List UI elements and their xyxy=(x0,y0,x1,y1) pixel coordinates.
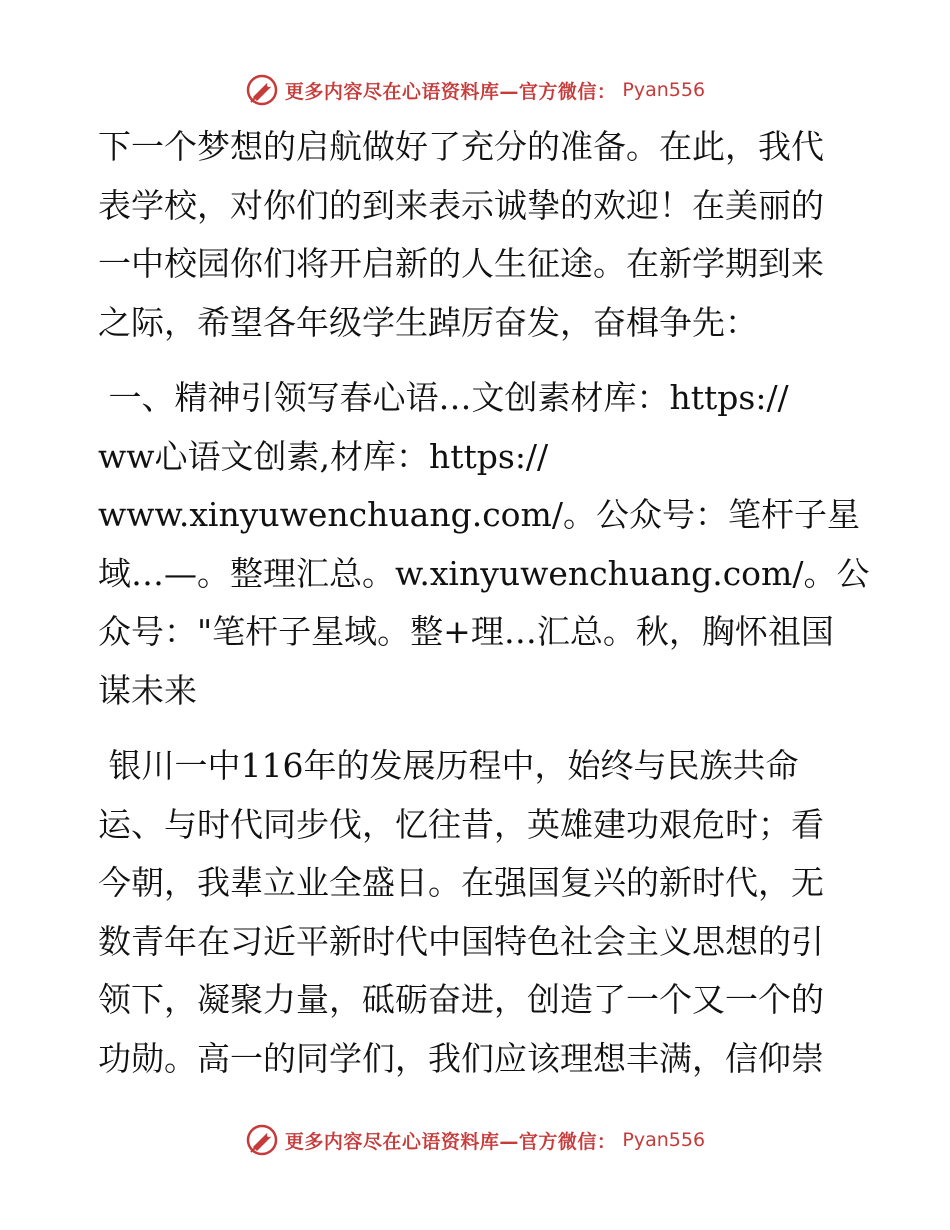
paragraph xyxy=(98,118,858,352)
paragraph xyxy=(98,369,870,720)
text-line: 功勋。高一的同学们，我们应该理想丰满，信仰崇 xyxy=(98,1038,824,1078)
header-banner-text: 更多内容尽在心语资料库—官方微信： xyxy=(284,80,617,103)
text-line: 银川一中116年的发展历程中，始终与民族共命 xyxy=(98,746,799,785)
text-line: 领下，凝聚力量，砥砺奋进，创造了一个又一个的 xyxy=(98,980,824,1019)
text-line: 众号："笔杆子星域。整+理…汇总。秋，胸怀祖国 xyxy=(98,612,834,651)
header-banner xyxy=(0,70,950,110)
footer-banner-text: 更多内容尽在心语资料库—官方微信： xyxy=(284,1130,617,1153)
text-line: 运、与时代同步伐，忆往昔，英雄建功艰危时；看 xyxy=(98,804,824,844)
paragraph xyxy=(98,737,858,1088)
text-line: 一中校园你们将开启新的人生征途。在新学期到来 xyxy=(98,244,824,283)
text-line: 谋未来 xyxy=(98,670,197,710)
text-line: ww心语文创素,材库：https:// xyxy=(98,436,549,476)
text-line: 下一个梦想的启航做好了充分的准备。在此，我代 xyxy=(98,127,824,166)
text-line: 一、精神引领写春心语…文创素材库：https:// xyxy=(98,378,789,417)
text-line: www.xinyuwenchuang.com/。公众号：笔杆子星 xyxy=(98,495,860,534)
pen-logo-icon xyxy=(245,1123,279,1157)
text-line: 之际，希望各年级学生踔厉奋发，奋楫争先： xyxy=(98,302,758,342)
footer-wechat-id: Pyan556 xyxy=(622,1129,706,1151)
text-line: 域…—。整理汇总。w.xinyuwenchuang.com/。公 xyxy=(98,553,870,593)
text-line: 表学校，对你们的到来表示诚挚的欢迎！在美丽的 xyxy=(98,185,824,225)
document-body xyxy=(98,118,870,1105)
text-line: 数青年在习近平新时代中国特色社会主义思想的引 xyxy=(98,921,824,961)
pen-logo-icon xyxy=(245,73,279,107)
header-wechat-id: Pyan556 xyxy=(622,79,706,101)
footer-banner xyxy=(0,1120,950,1160)
text-line: 今朝，我辈立业全盛日。在强国复兴的新时代，无 xyxy=(98,863,824,902)
